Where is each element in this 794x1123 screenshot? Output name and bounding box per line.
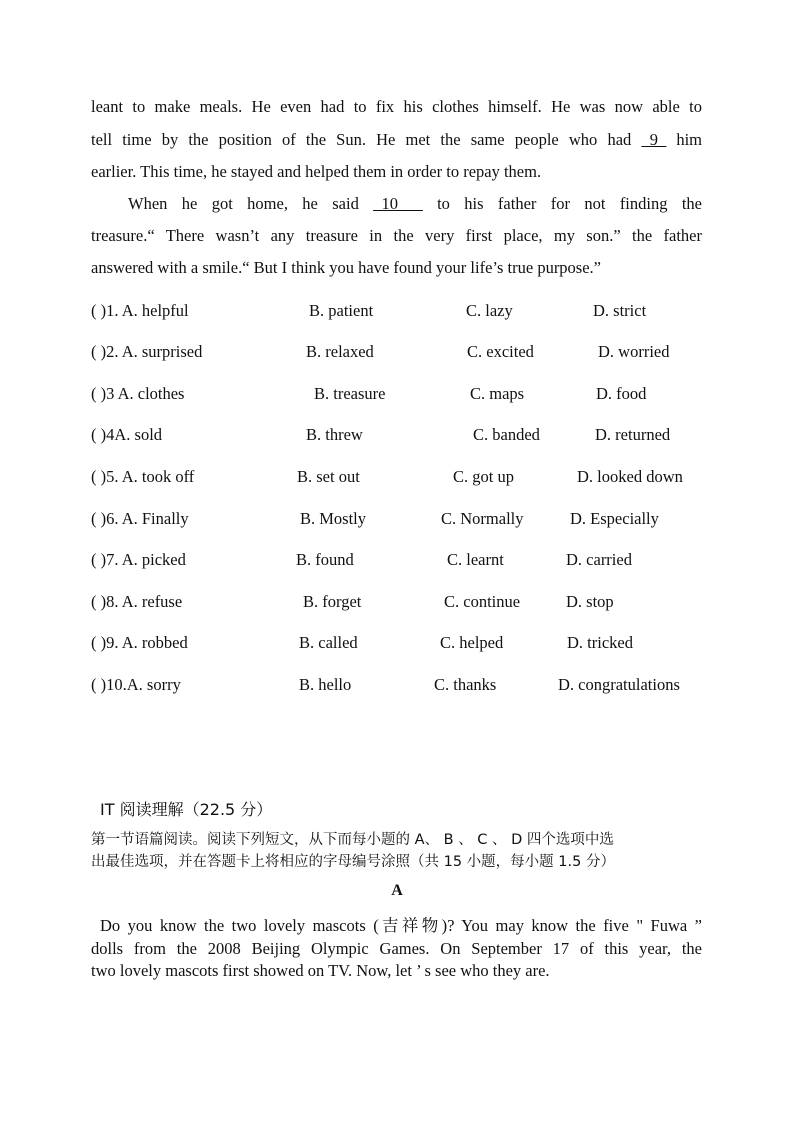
- option-c: C. Normally: [441, 509, 524, 528]
- question-row: [91, 549, 711, 571]
- option-c: C. got up: [453, 467, 514, 486]
- question-stem: ( )4A. sold: [91, 425, 163, 444]
- option-b: B. threw: [306, 425, 363, 444]
- option-b: B. treasure: [314, 384, 386, 403]
- question-row: [91, 300, 711, 322]
- option-d: D. worried: [598, 342, 670, 361]
- passage-line-1: leant to make meals. He even had to fix his clothes himself. He was now able to: [91, 97, 702, 116]
- blank-9: _9_: [641, 130, 667, 149]
- passage-line-3: earlier. This time, he stayed and helped them in order to repay them.: [91, 162, 542, 181]
- option-c: C. thanks: [434, 675, 497, 694]
- question-row: [91, 341, 711, 363]
- question-stem: ( )6. A. Finally: [91, 509, 189, 528]
- question-stem: ( )2. A. surprised: [91, 342, 203, 361]
- option-b: B. called: [299, 633, 358, 652]
- option-b: B. hello: [299, 675, 352, 694]
- option-c: C. banded: [473, 425, 540, 444]
- question-row: [91, 424, 711, 446]
- passage-line-4-text: When he got home, he said: [128, 194, 359, 213]
- section-instruction-line-2: 出最佳选项，并在答题卡上将相应的字母编号涂照（共 15 小题，每小题 1.5 分）: [91, 854, 615, 870]
- question-stem: ( )7. A. picked: [91, 550, 186, 569]
- option-b: B. set out: [297, 467, 360, 486]
- section-instruction-line-1: 第一节语篇阅读。阅读下列短文，从下而每小题的 A、 B 、 C 、 D 四个选项中选: [91, 832, 614, 848]
- question-row: [91, 466, 711, 488]
- option-b: B. relaxed: [306, 342, 374, 361]
- option-b: B. patient: [309, 301, 374, 320]
- question-row: [91, 674, 711, 696]
- option-c: C. excited: [467, 342, 534, 361]
- question-stem: ( )1. A. helpful: [91, 301, 189, 320]
- passage-line-2-text: tell time by the position of the Sun. He met the same people who had: [91, 130, 632, 149]
- option-d: D. strict: [593, 301, 647, 320]
- option-b: B. found: [296, 550, 354, 569]
- option-d: D. Especially: [570, 509, 659, 528]
- option-d: D. looked down: [577, 467, 683, 486]
- question-row: [91, 591, 711, 613]
- passage-line-2-end: him: [676, 130, 703, 149]
- option-c: C. helped: [440, 633, 504, 652]
- question-row: [91, 508, 711, 530]
- reading-line-1: Do you know the two lovely mascots (吉祥物)? You may know the five " Fuwa ”: [100, 916, 702, 935]
- option-c: C. learnt: [447, 550, 504, 569]
- reading-line-2: dolls from the 2008 Beijing Olympic Games. On September 17 of this year, the: [91, 939, 702, 958]
- section-title: IT 阅读理解（22.5 分）: [100, 800, 273, 819]
- passage-label: A: [391, 882, 403, 899]
- passage-line-2: [91, 130, 702, 150]
- passage-line-4-end: to his father for not finding the: [437, 194, 703, 213]
- passage-line-5: treasure.“ There wasn’t any treasure in the very first place, my son.” the father: [91, 226, 702, 245]
- question-stem: ( )10.A. sorry: [91, 675, 181, 694]
- passage-line-4: [128, 194, 702, 214]
- option-d: D. stop: [566, 592, 614, 611]
- option-c: C. maps: [470, 384, 525, 403]
- option-c: C. continue: [444, 592, 521, 611]
- question-row: [91, 632, 711, 654]
- reading-line-3: two lovely mascots first showed on TV. Now, let ’ s see who they are.: [91, 961, 550, 980]
- question-stem: ( )5. A. took off: [91, 467, 195, 486]
- option-d: D. congratulations: [558, 675, 680, 694]
- option-d: D. food: [596, 384, 647, 403]
- option-b: B. Mostly: [300, 509, 367, 528]
- option-d: D. carried: [566, 550, 632, 569]
- passage-line-6: answered with a smile.“ But I think you have found your life’s true purpose.”: [91, 258, 602, 277]
- option-d: D. tricked: [567, 633, 633, 652]
- question-stem: ( )9. A. robbed: [91, 633, 188, 652]
- question-row: [91, 383, 711, 405]
- question-stem: ( )8. A. refuse: [91, 592, 183, 611]
- option-b: B. forget: [303, 592, 362, 611]
- option-c: C. lazy: [466, 301, 513, 320]
- question-stem: ( )3 A. clothes: [91, 384, 185, 403]
- option-d: D. returned: [595, 425, 671, 444]
- blank-10: _10___: [373, 194, 423, 213]
